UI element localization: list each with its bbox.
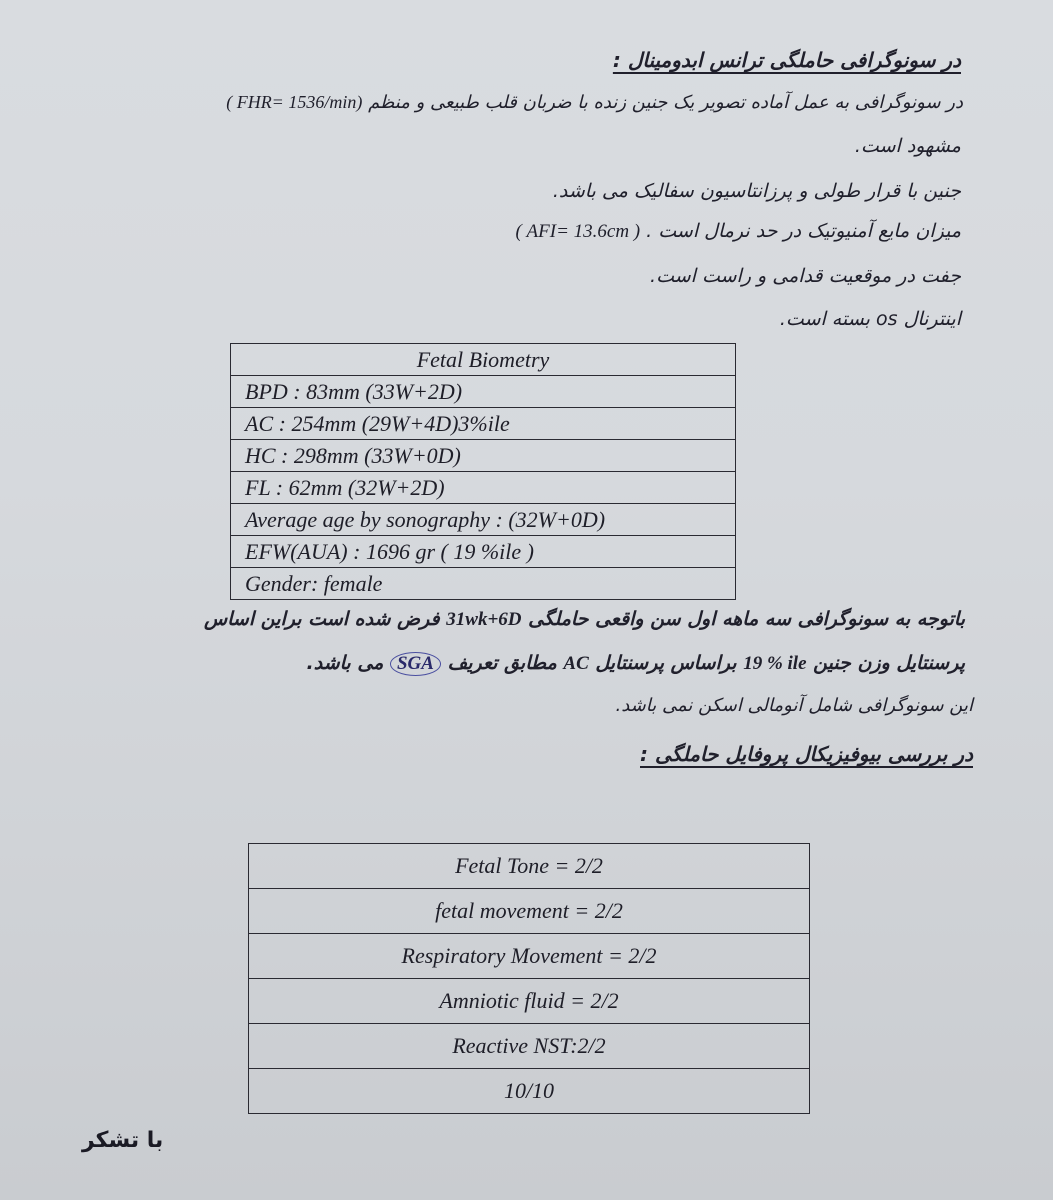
- afi-value: ( AFI= 13.6cm ): [515, 221, 641, 242]
- biometry-row-ac: AC : 254mm (29W+4D)3%ile: [231, 408, 736, 440]
- fetal-biometry-table: [230, 343, 736, 600]
- bpp-row-fetal-movement: fetal movement = 2/2: [249, 889, 810, 934]
- note-line-2: [307, 652, 965, 676]
- biometry-row-bpd: BPD : 83mm (33W+2D): [231, 376, 736, 408]
- note-line-1: [204, 608, 965, 631]
- biophysical-profile-table: [248, 843, 810, 1114]
- bpp-row-amniotic-fluid: Amniotic fluid = 2/2: [249, 979, 810, 1024]
- bpp-row-respiratory-movement: Respiratory Movement = 2/2: [249, 934, 810, 979]
- section2-heading: در بررسی بیوفیزیکال پروفایل حاملگی :: [640, 742, 973, 766]
- report-line-5: جفت در موقعیت قدامی و راست است.: [650, 265, 961, 287]
- note2-g: می باشد.: [306, 652, 384, 674]
- report-line-2: مشهود است.: [854, 135, 961, 157]
- bpp-row-fetal-tone: Fetal Tone = 2/2: [249, 844, 810, 889]
- bpp-row-reactive-nst: Reactive NST:2/2: [249, 1024, 810, 1069]
- report-line-4-text: میزان مایع آمنیوتیک در حد نرمال است .: [646, 220, 961, 242]
- biometry-row-efw: EFW(AUA) : 1696 gr ( 19 %ile ): [231, 536, 736, 568]
- note2-percentile: 19 % ile: [743, 653, 807, 674]
- biometry-row-hc: HC : 298mm (33W+0D): [231, 440, 736, 472]
- report-line-6: اینترنال os بسته است.: [779, 308, 961, 330]
- biometry-title: Fetal Biometry: [231, 344, 736, 376]
- closing-text: با تشکر: [82, 1128, 164, 1153]
- biometry-row-gender: Gender: female: [231, 568, 736, 600]
- report-line-3: جنین با قرار طولی و پرزانتاسیون سفالیک می باشد.: [552, 180, 961, 202]
- note1-gestational-age: 31wk+6D: [446, 609, 522, 630]
- note2-a: پرسنتایل وزن جنین: [813, 652, 965, 674]
- biometry-row-fl: FL : 62mm (32W+2D): [231, 472, 736, 504]
- note2-e: مطابق تعریف: [447, 652, 557, 674]
- note-line-3: این سونوگرافی شامل آنومالی اسکن نمی باشد.: [615, 695, 973, 716]
- fhr-value: ( FHR= 1536/min): [226, 92, 363, 112]
- section1-heading: در سونوگرافی حاملگی ترانس ابدومینال :: [612, 48, 961, 72]
- sga-circled-term: SGA: [390, 652, 441, 676]
- note2-c: براساس پرسنتایل: [595, 652, 737, 674]
- report-line-1-text: در سونوگرافی به عمل آماده تصویر یک جنین زنده با ضربان قلب طبیعی و منظم: [368, 92, 963, 113]
- report-line-1: [226, 92, 963, 113]
- bpp-row-total: 10/10: [249, 1069, 810, 1114]
- biometry-row-average-age: Average age by sonography : (32W+0D): [231, 504, 736, 536]
- report-line-4: [515, 220, 961, 243]
- note1-a: باتوجه به سونوگرافی سه ماهه اول سن واقعی حاملگی: [528, 608, 965, 630]
- note2-ac: AC: [563, 653, 589, 674]
- note1-c: فرض شده است براین اساس: [203, 608, 440, 630]
